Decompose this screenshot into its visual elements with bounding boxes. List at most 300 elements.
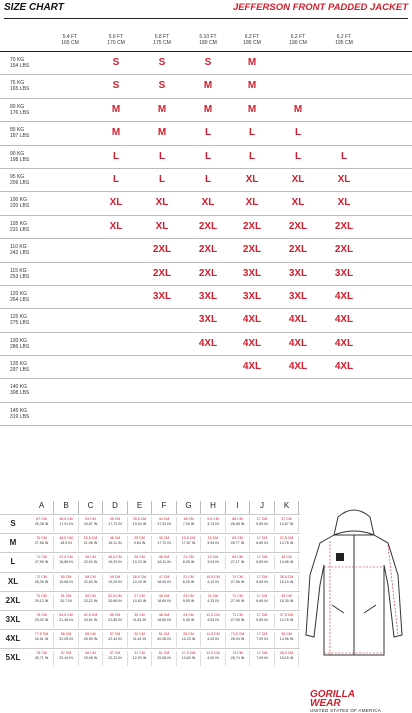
measure-cm: 38,5 CM [279, 651, 294, 656]
measure-in: 10,63 IN [132, 598, 147, 603]
measure-cell [275, 651, 299, 666]
height-col-5 [276, 34, 320, 46]
measure-cell [153, 575, 177, 590]
measure-cm: 37,5 CM [279, 612, 294, 617]
measure-cm: 45 CM [109, 517, 121, 521]
size-cell: XL [245, 173, 259, 185]
measure-cell [128, 594, 152, 609]
measure-in: 28,35 IN [34, 579, 49, 584]
measure-cm: 48 CM [158, 612, 170, 617]
measure-col-header: C [79, 501, 103, 514]
size-cell: 2XL [288, 220, 308, 232]
measure-cell [30, 632, 54, 647]
measure-in: 27,95 IN [230, 617, 245, 622]
measure-cm: 38,5 CM [279, 574, 294, 579]
measure-cm: 17 CM [256, 536, 268, 541]
size-cell: M [293, 103, 303, 115]
size-cell: M [111, 127, 121, 139]
size-cell: 2XL [242, 220, 262, 232]
measure-in: 6,69 IN [256, 560, 268, 565]
size-cell: L [158, 150, 166, 162]
measure-in: 11,81 IN [132, 637, 147, 642]
measure-in: 21,46 IN [59, 617, 73, 622]
size-cell: 3XL [242, 290, 262, 302]
hood-outline [334, 510, 374, 535]
measure-cm: 10,5 CM [206, 574, 220, 579]
measure-in: 24,61 IN [83, 617, 98, 622]
size-cell: L [112, 150, 120, 162]
measure-cell [275, 517, 299, 532]
weight-label [10, 80, 29, 92]
height-cm: 195 CM [335, 40, 353, 46]
size-cell: 2XL [152, 244, 172, 256]
measure-in: 7,09 IN [256, 637, 268, 642]
weight-row [0, 333, 412, 356]
weight-row [0, 239, 412, 262]
measure-size-label: 4XL [5, 634, 21, 644]
measure-cell [202, 536, 226, 551]
measure-cell [251, 594, 275, 609]
measure-cell [128, 575, 152, 590]
measure-cell [104, 517, 128, 532]
measure-col-header: K [275, 501, 299, 514]
measure-cm: 27 CM [134, 593, 145, 598]
measure-cm: 58 CM [85, 574, 96, 579]
measure-in: 11,81 IN [132, 617, 147, 622]
weight-kg: 95 KG [10, 173, 25, 180]
measure-cm: 46 CM [158, 555, 170, 560]
measure-cell [104, 555, 128, 570]
measure-cm: 11,5 CM [206, 632, 220, 637]
height-cm: 175 CM [153, 40, 171, 46]
measure-in: 23,22 IN [83, 598, 98, 603]
size-cell: XL [201, 197, 215, 209]
measure-in: 27,56 IN [34, 541, 49, 546]
size-cell: XL [337, 173, 351, 185]
weight-row [0, 146, 412, 169]
measure-cm: 52,5 CM [108, 593, 122, 598]
weight-row [0, 379, 412, 402]
weight-lbs: 286 LBS [10, 343, 30, 350]
measure-in: 18,89 IN [59, 560, 73, 565]
size-cell: 4XL [242, 314, 262, 326]
weight-lbs: 275 LBS [10, 320, 30, 327]
size-cell: M [157, 103, 167, 115]
measure-cell [226, 575, 250, 590]
size-cell: XL [155, 197, 169, 209]
measure-cm: 77,5 CM [34, 632, 49, 637]
measure-cm: 54,5 CM [59, 612, 73, 617]
size-cell: XL [337, 197, 351, 209]
measure-cm: 50 CM [60, 574, 72, 579]
measure-row [0, 648, 300, 667]
size-cell: S [158, 80, 166, 92]
measure-cell [55, 594, 79, 609]
size-cell: 3XL [152, 290, 172, 302]
measure-cm: 17 CM [256, 574, 268, 579]
measure-cm: 39 CM [281, 593, 292, 598]
measure-cell [275, 536, 299, 551]
measure-cm: 18 CM [183, 517, 194, 521]
measure-cell [30, 594, 54, 609]
size-cell: S [204, 57, 212, 68]
measure-cell [202, 555, 226, 570]
measure-cell [226, 536, 250, 551]
measure-row [0, 572, 300, 591]
measure-cm: 53,5 CM [83, 536, 98, 541]
measure-in: 12,20 IN [132, 656, 147, 661]
pocket-left [332, 605, 344, 613]
weight-row [0, 122, 412, 145]
measure-cm: 24 CM [183, 612, 194, 617]
measure-cm: 26 CM [134, 555, 145, 560]
measure-in: 20,7 IN [60, 598, 72, 603]
measure-in: 20,08 IN [157, 656, 171, 661]
measure-cell [202, 575, 226, 590]
measure-col-header: B [55, 501, 79, 514]
measure-in: 10,83 IN [181, 656, 196, 661]
weight-kg: 100 KG [10, 197, 27, 204]
measure-cm: 48 CM [158, 593, 170, 598]
measure-in: 18,11 IN [108, 541, 122, 546]
weight-kg: 90 KG [10, 150, 25, 157]
size-cell: 3XL [288, 290, 308, 302]
measure-cm: 44 CM [158, 517, 170, 521]
weight-label [10, 244, 29, 256]
measure-row [0, 552, 300, 571]
weight-kg: 135 KG [10, 361, 27, 368]
measure-cm: 17 CM [256, 517, 268, 521]
measure-cell [55, 632, 79, 647]
measure-cell [177, 517, 201, 532]
weight-label [10, 174, 29, 186]
measure-size-label: L [10, 557, 16, 567]
size-cell: 3XL [242, 267, 262, 279]
measure-in: 7,09 IN [256, 656, 268, 661]
weight-row [0, 356, 412, 379]
jacket-diagram [300, 505, 408, 685]
size-cell: 2XL [242, 244, 262, 256]
weight-row [0, 75, 412, 98]
measure-in: 30,71 IN [34, 656, 49, 661]
measure-cm: 68 CM [232, 517, 243, 521]
measure-cell [128, 517, 152, 532]
measure-in: 18,5 IN [60, 541, 72, 546]
measure-col-header: A [30, 501, 54, 514]
height-col-2 [140, 34, 184, 46]
measure-cm: 12,5 CM [206, 651, 220, 656]
weight-lbs: 154 LBS [10, 63, 30, 69]
measure-in: 21,06 IN [83, 541, 98, 546]
weight-label [10, 314, 29, 326]
weight-kg: 120 KG [10, 290, 27, 297]
weight-row [0, 286, 412, 309]
measure-cell [104, 594, 128, 609]
size-cell: 2XL [198, 267, 218, 279]
size-cell: M [157, 127, 167, 139]
measure-in: 15,15 IN [279, 656, 294, 661]
size-cell: XL [245, 197, 259, 209]
measure-in: 17,87 IN [181, 541, 196, 546]
measure-in: 14,96 IN [279, 637, 294, 642]
measure-in: 4,53 IN [207, 617, 219, 622]
measure-cm: 17 CM [256, 651, 268, 656]
measure-in: 6,69 IN [256, 579, 268, 584]
measure-col-header: H [202, 501, 226, 514]
measure-size-label: 3XL [5, 614, 21, 624]
measure-cell [128, 555, 152, 570]
measure-cm: 46,5 CM [59, 536, 73, 541]
measure-cell [55, 613, 79, 628]
size-cell: S [158, 57, 166, 68]
weight-kg: 110 KG [10, 244, 27, 251]
measure-cell [275, 555, 299, 570]
weight-kg: 125 KG [10, 314, 27, 321]
logo-brand-top: GORILLA [310, 689, 355, 700]
measure-in: 22,22 IN [108, 656, 122, 661]
measure-in: 25,59 IN [83, 637, 98, 642]
size-cell: 3XL [198, 314, 218, 326]
measure-cm: 30 CM [134, 632, 145, 637]
height-header-row [0, 30, 412, 52]
measure-cell [153, 651, 177, 666]
measure-cell [104, 613, 128, 628]
measure-cm: 71 CM [232, 593, 243, 598]
measure-cell [79, 536, 103, 551]
size-cell: 2XL [288, 244, 308, 256]
measure-in: 6,69 IN [256, 522, 268, 526]
measure-in: 10,04 IN [132, 522, 147, 526]
measure-cell [30, 517, 54, 532]
weight-lbs: 198 LBS [10, 156, 30, 163]
weight-kg: 130 KG [10, 337, 27, 344]
weight-row [0, 52, 412, 75]
measure-cell [226, 632, 250, 647]
size-cell: 2XL [334, 220, 354, 232]
measure-cell [79, 632, 103, 647]
measure-cm: 17 CM [256, 555, 268, 560]
measure-cm: 10 CM [207, 555, 219, 560]
measure-col-header: F [153, 501, 177, 514]
measure-cell [128, 536, 152, 551]
measure-cell [128, 632, 152, 647]
measure-in: 9,84 IN [133, 541, 146, 546]
weight-label [10, 361, 29, 373]
measure-in: 29,92 IN [34, 617, 49, 622]
height-ft: 5.8 FT [154, 34, 170, 40]
measure-cell [30, 613, 54, 628]
measure-cell [55, 575, 79, 590]
measure-cell [251, 575, 275, 590]
weight-lbs: 297 LBS [10, 367, 30, 374]
measure-cm: 51 CM [158, 632, 170, 637]
measure-cell [275, 613, 299, 628]
measure-cm: 74 CM [36, 593, 47, 598]
weight-lbs: 220 LBS [10, 203, 30, 210]
height-ft: 6.2 FT [244, 34, 260, 40]
size-cell: 4XL [242, 361, 262, 373]
size-cell: M [203, 103, 213, 115]
measure-cell [275, 575, 299, 590]
weight-kg: 115 KG [10, 267, 27, 274]
measure-cm: 70 CM [36, 536, 47, 541]
measure-cell [153, 536, 177, 551]
measure-cm: 47,5 CM [59, 555, 73, 560]
size-cell: 3XL [334, 267, 354, 279]
size-cell: 4XL [334, 290, 354, 302]
measure-cell [202, 651, 226, 666]
height-ft: 5.6 FT [108, 34, 124, 40]
measure-size-label: 2XL [5, 595, 21, 605]
measure-col-header: E [128, 501, 152, 514]
measure-cell [153, 594, 177, 609]
measure-cell [55, 651, 79, 666]
measure-in: 22,44 IN [59, 656, 73, 661]
measure-in: 4,33 IN [207, 598, 219, 603]
measure-cell [128, 613, 152, 628]
size-cell: L [204, 150, 212, 162]
height-col-0 [48, 34, 92, 46]
measure-cell [79, 575, 103, 590]
weight-label [10, 127, 29, 139]
size-cell: 3XL [288, 267, 308, 279]
measure-in: 17,32 IN [157, 522, 171, 526]
measure-in: 21,65 IN [108, 617, 122, 622]
height-ft: 5.10 FT [199, 34, 217, 40]
measure-in: 26,77 IN [230, 541, 245, 546]
weight-kg: 145 KG [10, 407, 27, 414]
measure-cm: 57 CM [109, 651, 121, 656]
measure-size-label: M [9, 538, 17, 548]
measure-cm: 71 CM [36, 555, 47, 560]
measure-cell [30, 651, 54, 666]
measure-cm: 57 CM [109, 632, 121, 637]
measure-cm: 9,5 CM [207, 517, 219, 521]
size-cell: 2XL [198, 220, 218, 232]
measurement-table [0, 500, 300, 668]
measure-cell [251, 651, 275, 666]
measure-cell [177, 632, 201, 647]
measure-cell [226, 517, 250, 532]
size-chart-table [0, 30, 412, 426]
weight-label [10, 291, 29, 303]
size-cell: XL [109, 197, 123, 209]
weight-rows [0, 52, 412, 426]
header-divider [4, 18, 408, 19]
measure-in: 20,87 IN [83, 522, 98, 526]
weight-label [10, 57, 29, 69]
size-cell: 2XL [198, 244, 218, 256]
measure-cell [55, 536, 79, 551]
weight-lbs: 165 LBS [10, 86, 30, 93]
measure-cell [79, 651, 103, 666]
measure-cell [226, 651, 250, 666]
measure-cm: 26,5 CM [132, 574, 147, 579]
measure-row [0, 610, 300, 629]
weight-label [10, 221, 29, 233]
size-cell: L [248, 127, 256, 139]
size-cell: L [294, 150, 302, 162]
weight-lbs: 187 LBS [10, 133, 30, 140]
measure-in: 14,76 IN [279, 617, 294, 622]
measure-cm: 69 CM [232, 536, 243, 541]
weight-label [10, 408, 29, 420]
measure-col-header: G [177, 501, 201, 514]
measure-in: 18,11 IN [157, 560, 171, 565]
measure-in: 10,23 IN [181, 637, 196, 642]
measure-in: 22,05 IN [59, 637, 73, 642]
chest-badge-icon [336, 553, 344, 561]
measure-in: 17,72 IN [108, 522, 122, 526]
measure-cell [251, 536, 275, 551]
measure-in: 20,66 IN [108, 598, 122, 603]
measure-in: 14,96 IN [279, 560, 294, 565]
measure-cell [251, 613, 275, 628]
measure-in: 15,15 IN [279, 579, 294, 584]
measure-in: 20,08 IN [157, 637, 171, 642]
measure-cm: 53 CM [85, 517, 96, 521]
measure-size-label: XL [7, 576, 19, 586]
measure-in: 6,69 IN [256, 617, 268, 622]
measure-cm: 25,5 CM [132, 517, 147, 521]
measure-in: 3,93 IN [207, 560, 219, 565]
measure-cell [30, 555, 54, 570]
measure-in: 6,69 IN [256, 541, 268, 546]
product-title: JEFFERSON FRONT PADDED JACKET [232, 2, 408, 13]
measure-cm: 65 CM [85, 632, 96, 637]
measure-row [0, 514, 300, 533]
measure-cell [202, 632, 226, 647]
weight-row [0, 216, 412, 239]
logo-brand-bottom: WEAR [310, 698, 341, 709]
measure-in: 10,23 IN [132, 560, 147, 565]
weight-lbs: 319 LBS [10, 413, 30, 420]
measure-in: 4,92 IN [207, 656, 219, 661]
size-cell: 3XL [198, 290, 218, 302]
measure-cell [251, 517, 275, 532]
size-cell: 4XL [288, 361, 308, 373]
weight-lbs: 176 LBS [10, 109, 30, 116]
size-cell: L [294, 127, 302, 139]
pocket-right [364, 605, 376, 613]
weight-lbs: 264 LBS [10, 296, 30, 303]
measure-cell [79, 594, 103, 609]
size-cell: M [203, 80, 213, 92]
measure-in: 19,29 IN [108, 560, 122, 565]
measure-in: 9,05 IN [182, 598, 195, 603]
measure-cell [153, 555, 177, 570]
measure-cell [153, 517, 177, 532]
measure-cm: 38 CM [281, 555, 292, 560]
measure-cm: 48,5 CM [108, 555, 122, 560]
measure-cm: 38 CM [281, 632, 292, 637]
measure-cm: 31 CM [134, 651, 145, 656]
weight-kg: 70 KG [10, 57, 25, 63]
size-cell: L [340, 150, 348, 162]
measure-cm: 26 CM [183, 632, 194, 637]
measure-cell [177, 555, 201, 570]
weight-kg: 105 KG [10, 220, 27, 227]
measure-cell [30, 575, 54, 590]
size-cell: S [112, 57, 120, 68]
height-cm: 185 CM [243, 40, 261, 46]
measure-row [0, 629, 300, 648]
measure-in: 18,89 IN [157, 617, 171, 622]
measure-cell [251, 632, 275, 647]
height-col-3 [186, 34, 230, 46]
measure-cell [79, 613, 103, 628]
size-cell: 4XL [334, 337, 354, 349]
